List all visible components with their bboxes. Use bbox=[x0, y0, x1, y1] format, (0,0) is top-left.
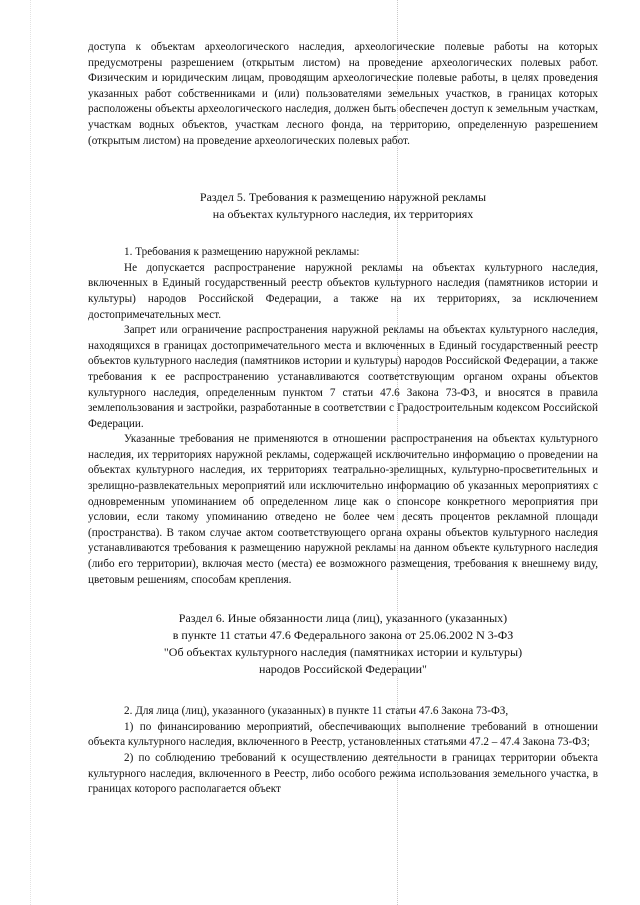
section-5-paragraph-3: Указанные требования не применяются в отношении распространения на объектах культурного наследия, их территориях наружной рекламы, содержащей исключительно информацию о проведении на объектах культурного наследия, их территориях театрально-зрелищных, культурно-просветительных и зрелищно-развлекательных мероприятий или исключительно информацию об указанных мероприятиях с одновременным упоминанием об определенном лице как о спонсоре конкретного мероприятия при условии, если такому упоминанию отведено не более чем десять процентов рекламной площади (пространства). В таком случае актом соответствующего органа охраны объектов культурного наследия устанавливаются требования к размещению наружной рекламы на данном объекте культурного наследия (либо его территории), включая место (места) ее возможного размещения, требования к внешнему виду, цветовым решениям, способам крепления. bbox=[88, 433, 598, 586]
section-6-paragraph-2: 2) по соблюдению требований к осуществлению деятельности в границах территории объекта культурного наследия, включенного в Реестр, либо особого режима использования земельного участка, в границах которого располагается объект bbox=[88, 752, 598, 796]
intro-paragraph: доступа к объектам археологического наследия, археологические полевые работы на которых предусмотрены разрешением (открытым листом) на проведение археологических полевых работ. Физическим и юридическим лицам, проводящим археологические полевые работы, в целях проведения указанных работ собственниками и (или) пользователями земельных участков, в границах которых расположены объекты археологического наследия, должен быть обеспечен доступ к земельным участкам, участкам водных объектов, участкам лесного фонда, на территорию, определенную разрешением (открытым листом) на проведение археологических полевых работ. bbox=[88, 41, 598, 147]
section-5-paragraph-1: Не допускается распространение наружной рекламы на объектах культурного наследия, включенных в Единый государственный реестр объектов культурного наследия (памятников истории и культуры) народов Российской Федерации, а также на их территориях, за исключением достопримечательных мест. bbox=[88, 261, 598, 321]
document-body bbox=[88, 40, 598, 798]
section-6-title-line-1: Раздел 6. Иные обязанности лица (лиц), указанного (указанных) bbox=[178, 611, 508, 626]
section-5-title-line-1: Раздел 5. Требования к размещению наружной рекламы bbox=[199, 190, 487, 205]
section-5-heading bbox=[88, 189, 598, 223]
section-6-paragraph-1: 1) по финансированию мероприятий, обеспечивающих выполнение требований в отношении объекта культурного наследия, включенного в Реестр, установленных статьями 47.2 – 47.4 Закона 73-ФЗ; bbox=[88, 720, 598, 749]
section-5-item-1: 1. Требования к размещению наружной рекламы: bbox=[124, 246, 360, 259]
scan-edge-line bbox=[30, 0, 32, 905]
section-5-paragraph-2: Запрет или ограничение распространения наружной рекламы на объектах культурного наследия, находящихся в границах достопримечательного места и включенных в Единый государственный реестр объектов культурного наследия (памятников истории и культуры) народов Российской Федерации, а также требования к ее распространению устанавливаются соответствующим органом охраны объектов культурного наследия, определенным пунктом 7 статьи 47.6 Закона 73-ФЗ, и вносятся в правила землепользования и застройки, разработанные в соответствии с Градостроительным кодексом Российской Федерации. bbox=[88, 324, 598, 430]
section-5-title-line-2: на объектах культурного наследия, их территориях bbox=[212, 207, 474, 222]
section-6-item-2: 2. Для лица (лиц), указанного (указанных) в пункте 11 статьи 47.6 Закона 73-ФЗ, bbox=[124, 705, 509, 718]
section-6-title-line-3: "Об объектах культурного наследия (памятниках истории и культуры) bbox=[163, 645, 523, 660]
section-6-title-line-2: в пункте 11 статьи 47.6 Федерального закона от 25.06.2002 N 3-ФЗ bbox=[172, 628, 514, 643]
section-6-title-line-4: народов Российской Федерации" bbox=[259, 662, 427, 677]
section-6-heading bbox=[88, 610, 598, 678]
